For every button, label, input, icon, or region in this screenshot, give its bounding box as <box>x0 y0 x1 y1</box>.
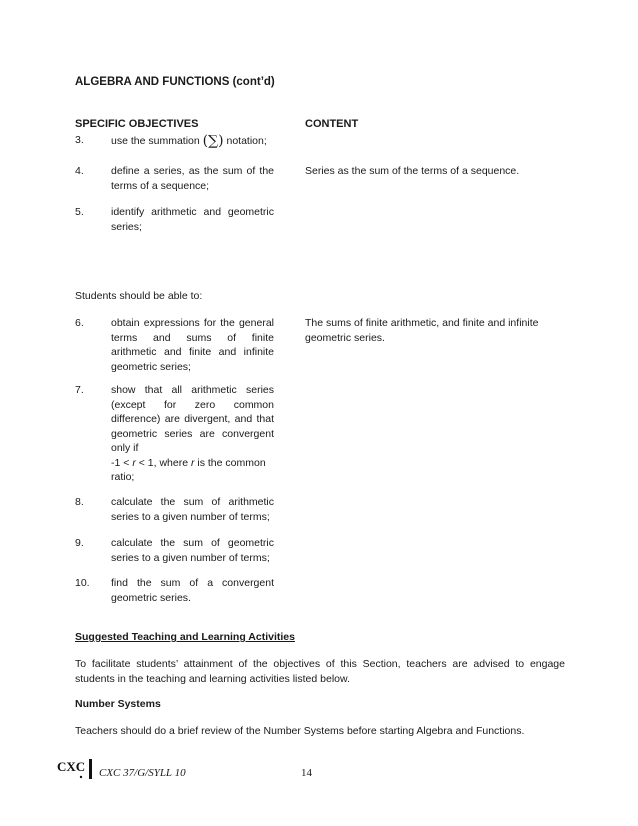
objective-number: 7. <box>75 384 84 396</box>
footer-code: CXC 37/G/SYLL 10 <box>99 767 186 779</box>
number-systems-paragraph: Teachers should do a brief review of the Number Systems before starting Algebra and Functions. <box>75 725 525 737</box>
content-header: CONTENT <box>305 118 359 130</box>
students-intro: Students should be able to: <box>75 290 203 302</box>
objective-number: 8. <box>75 496 84 508</box>
logo-text: CXC <box>57 759 86 774</box>
variable-r: r <box>132 456 136 469</box>
objective-number: 5. <box>75 206 84 218</box>
number-systems-heading: Number Systems <box>75 698 161 710</box>
objective-line: series to a given number of terms; <box>111 551 270 564</box>
objective-number: 9. <box>75 537 84 549</box>
objective-5-text <box>111 205 274 234</box>
objective-line: arithmetic and finite and infinite <box>111 346 274 358</box>
objective-line: terms and sums of finite <box>111 331 274 344</box>
objective-8-text <box>111 495 274 524</box>
objective-line: calculate the sum of arithmetic <box>111 496 274 508</box>
objective-line: terms of a sequence; <box>111 179 210 192</box>
content-series-sum: Series as the sum of the terms of a sequence. <box>305 165 520 177</box>
section-title: ALGEBRA AND FUNCTIONS (cont’d) <box>75 76 275 88</box>
content-sums-series <box>305 316 575 345</box>
objective-line: (except for zero common <box>111 398 274 411</box>
objective-line: geometric series. <box>111 591 191 604</box>
objective-line: difference) are divergent, and that <box>111 413 274 425</box>
condition-prefix: -1 < <box>111 456 133 469</box>
summation-symbol: (∑) <box>202 133 224 149</box>
objective-line: show that all arithmetic series <box>111 384 274 396</box>
objective-line: geometric series are convergent <box>111 427 274 440</box>
objective-7-text <box>111 383 274 485</box>
objective-line: series; <box>111 220 142 233</box>
content-line: geometric series. <box>305 331 385 344</box>
objective-number: 4. <box>75 165 84 177</box>
page-number: 14 <box>301 767 312 779</box>
objective-line: calculate the sum of geometric <box>111 537 274 549</box>
objective-line: geometric series; <box>111 360 191 373</box>
content-line: The sums of finite arithmetic, and finite and infinite <box>305 317 539 329</box>
variable-r: r <box>190 456 195 469</box>
objective-9-text <box>111 536 274 565</box>
objective-line: use the summation <box>111 135 200 147</box>
objective-number: 10. <box>75 577 90 589</box>
logo-dot <box>80 776 82 778</box>
objective-line: find the sum of a convergent <box>111 577 274 589</box>
condition-suffix: is the common <box>194 456 266 469</box>
activities-heading: Suggested Teaching and Learning Activities <box>75 631 295 643</box>
objective-6-text <box>111 316 274 374</box>
objective-condition-line <box>111 456 274 471</box>
condition-mid: < 1, where <box>135 456 191 469</box>
objective-10-text <box>111 576 274 605</box>
objective-line: identify arithmetic and geometric <box>111 206 274 218</box>
objective-4-text <box>111 164 274 193</box>
objective-3-text <box>111 132 267 149</box>
activities-paragraph: To facilitate students’ attainment of the objectives of this Section, teachers are advised to engage students in the teaching and learning activities listed below. <box>75 658 565 685</box>
objective-line: only if <box>111 442 139 454</box>
objective-number: 3. <box>75 134 84 146</box>
objective-number: 6. <box>75 317 84 329</box>
objective-line: obtain expressions for the general <box>111 317 274 329</box>
objective-line: notation; <box>226 135 267 147</box>
objective-line: define a series, as the sum of the <box>111 165 274 177</box>
objective-line: ratio; <box>111 471 135 483</box>
specific-objectives-header: SPECIFIC OBJECTIVES <box>75 118 199 130</box>
footer-divider <box>89 759 92 779</box>
cxc-logo <box>56 757 86 781</box>
objective-line: series to a given number of terms; <box>111 510 270 523</box>
